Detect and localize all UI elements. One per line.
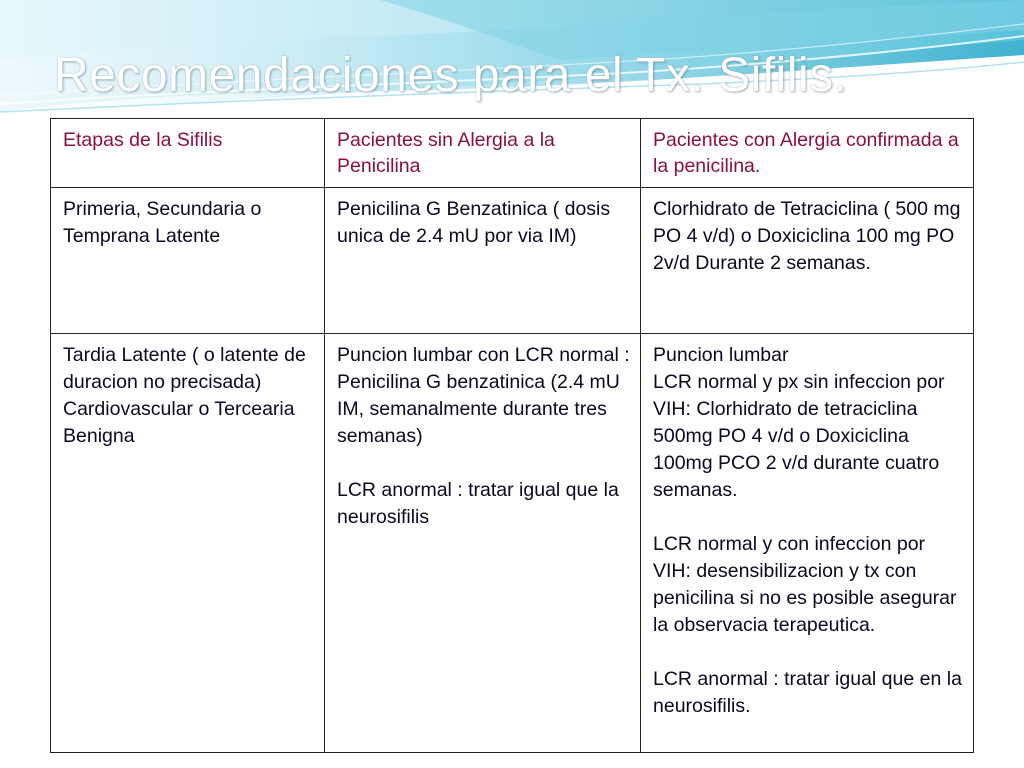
treatment-text: Penicilina G Benzatinica ( dosis unica de 2.4 mU por via IM) [337, 198, 611, 247]
allergy-cell [641, 188, 974, 334]
treatment-text: Clorhidrato de Tetraciclina ( 500 mg PO 4 v/d) o Doxiciclina 100 mg PO 2v/d Durante 2 semanas. [653, 198, 961, 274]
table-row [51, 188, 974, 334]
stage-cell: Tardia Latente ( o latente de duracion no precisada) Cardiovascular o Tercearia Benigna [51, 334, 325, 753]
header-allergy: Pacientes con Alergia confirmada a la penicilina. [641, 119, 974, 188]
no-allergy-cell [325, 334, 641, 753]
treatment-text: Puncion lumbar con LCR normal : Penicilina G benzatinica (2.4 mU IM, semanalmente durante tres semanas) [337, 344, 630, 447]
treatment-text: LCR normal y con infeccion por VIH: desensibilizacion y tx con penicilina si no es posible asegurar la observacia terapeutica. [653, 533, 957, 636]
treatment-text: LCR anormal : tratar igual que en la neurosifilis. [653, 668, 962, 717]
treatment-text: LCR normal y px sin infeccion por VIH: Clorhidrato de tetraciclina 500mg PO 4 v/d o Doxiciclina 100mg PCO 2 v/d durante cuatro semanas. [653, 371, 945, 501]
treatment-table [50, 118, 974, 753]
table-row [51, 334, 974, 753]
header-stage: Etapas de la Sifilis [51, 119, 325, 188]
table-header-row [51, 119, 974, 188]
no-allergy-cell [325, 188, 641, 334]
header-no-allergy: Pacientes sin Alergia a la Penicilina [325, 119, 641, 188]
stage-cell: Primeria, Secundaria o Temprana Latente [51, 188, 325, 334]
slide-title: Recomendaciones para el Tx. Sifilis. [54, 49, 848, 102]
treatment-text: Puncion lumbar [653, 344, 789, 366]
treatment-text: LCR anormal : tratar igual que la neurosifilis [337, 479, 619, 528]
allergy-cell [641, 334, 974, 753]
